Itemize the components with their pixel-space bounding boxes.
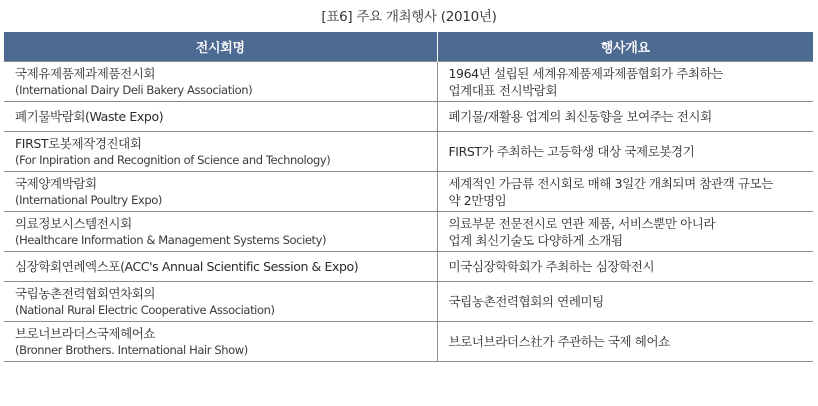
event-overview-line: 브로너브라더스社가 주관하는 국제 헤어쇼 [448,334,670,349]
event-name: 국제양계박람회 [15,175,97,191]
event-overview-cell [437,212,813,252]
table-row [4,282,813,322]
event-overview-cell [437,132,813,172]
event-name-english: (For Inpiration and Recognition of Science and Technology) [15,152,331,167]
event-overview-line: 약 2만명임 [448,192,507,208]
event-name-cell [4,62,437,102]
header-event-overview: 행사개요 [437,32,813,62]
event-name-english: (Healthcare Information & Management Systems Society) [15,232,327,247]
events-table [4,32,813,362]
event-name: 국립농촌전력협회연차회의 [15,285,156,301]
table-caption: [표6] 주요 개최행사 (2010년) [321,9,497,25]
event-overview-line: 세계적인 가금류 전시회로 매해 3일간 개최되며 참관객 규모는 [448,175,773,191]
table-row [4,212,813,252]
event-name-cell [4,252,437,282]
event-overview-cell [437,322,813,362]
event-overview-line: 업계 최신기술도 다양하게 소개됨 [448,232,623,248]
event-name-cell [4,322,437,362]
event-name-cell [4,282,437,322]
event-overview-line: 국립농촌전력협회의 연례미팅 [448,294,604,309]
event-overview-line: 1964년 설립된 세계유제품제과제품협회가 주최하는 [448,65,723,81]
table-row [4,62,813,102]
event-overview-cell [437,62,813,102]
table-row [4,102,813,132]
event-overview-line: 미국심장학학회가 주최하는 심장학전시 [448,259,655,274]
header-event-name: 전시회명 [4,32,437,62]
event-name-cell [4,172,437,212]
event-name-cell [4,102,437,132]
event-name-cell [4,132,437,172]
event-name: 심장학회연례엑스포(ACC's Annual Scientific Session & Expo) [15,259,359,274]
event-name: FIRST로봇제작경진대회 [15,135,142,151]
table-row [4,322,813,362]
event-overview-line: 업계대표 전시박람회 [448,82,558,98]
event-overview-line: 폐기물/재활용 업계의 최신동향을 보여주는 전시회 [448,109,712,124]
event-overview-cell [437,102,813,132]
event-name: 폐기물박람회(Waste Expo) [15,109,164,124]
table-row [4,132,813,172]
event-overview-cell [437,252,813,282]
table-row [4,172,813,212]
event-name: 브로너브라더스국제헤어쇼 [15,325,156,341]
event-name-english: (Bronner Brothers. International Hair Show) [15,342,248,357]
table-row [4,252,813,282]
event-overview-line: 의료부문 전문전시로 연관 제품, 서비스뿐만 아니라 [448,215,716,231]
event-name-english: (International Poultry Expo) [15,192,162,207]
event-name-english: (National Rural Electric Cooperative Association) [15,302,275,317]
event-name-cell [4,212,437,252]
event-overview-line: FIRST가 주최하는 고등학생 대상 국제로봇경기 [448,144,695,159]
table-header [4,32,813,62]
event-name-english: (International Dairy Deli Bakery Association) [15,82,253,97]
event-name: 의료정보시스템전시회 [15,215,132,231]
event-overview-cell [437,172,813,212]
event-name: 국제유제품제과제품전시회 [15,65,156,81]
event-overview-cell [437,282,813,322]
